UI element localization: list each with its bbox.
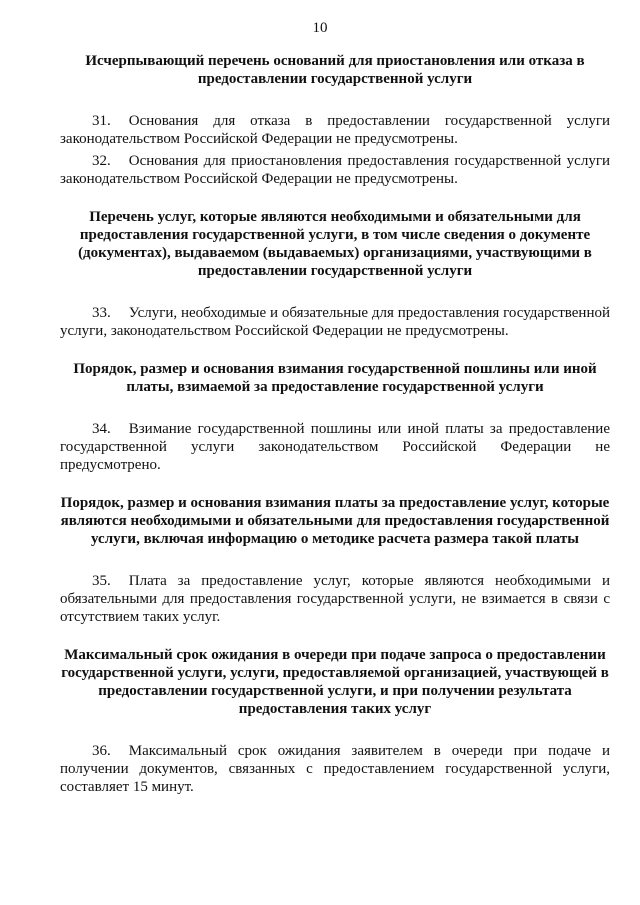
paragraph-text: Максимальный срок ожидания заявителем в очереди при подаче и получении документов, связанных с предоставлением государственной услуги, составляет 15 минут. bbox=[60, 743, 610, 795]
paragraph-text: Основания для приостановления предоставления государственной услуги законодательством Российской Федерации не предусмотрены. bbox=[60, 153, 610, 187]
paragraph-number: 36. bbox=[92, 743, 111, 759]
paragraph-text: Плата за предоставление услуг, которые являются необходимыми и обязательными для предоставления государственной услуги, не взимается в связи с отсутствием таких услуг. bbox=[60, 573, 610, 625]
paragraph-number: 31. bbox=[92, 113, 111, 129]
page-number: 10 bbox=[312, 20, 328, 36]
paragraph bbox=[60, 112, 610, 148]
paragraph-text: Услуги, необходимые и обязательные для предоставления государственной услуги, законодательством Российской Федерации не предусмотрены. bbox=[60, 305, 610, 339]
paragraph-number: 32. bbox=[92, 153, 111, 169]
paragraph-text: Основания для отказа в предоставлении государственной услуги законодательством Российской Федерации не предусмотрены. bbox=[60, 113, 610, 147]
paragraph bbox=[60, 572, 610, 626]
paragraph bbox=[60, 152, 610, 188]
paragraph bbox=[60, 742, 610, 796]
paragraph-number: 35. bbox=[92, 573, 111, 589]
paragraph bbox=[60, 304, 610, 340]
section-heading: Максимальный срок ожидания в очереди при подаче запроса о предоставлении государственной услуги, услуги, предоставляемой организацией, участвующей в предоставлении государственной услуги, и при получении результата предоставления таких услуг bbox=[61, 647, 609, 717]
paragraph bbox=[60, 420, 610, 474]
section-heading: Порядок, размер и основания взимания платы за предоставление услуг, которые являются необходимыми и обязательными для предоставления государственной услуги, включая информацию о методике расчета размера такой платы bbox=[60, 495, 610, 547]
section-heading: Перечень услуг, которые являются необходимыми и обязательными для предоставления государственной услуги, в том числе сведения о документе (документах), выдаваемом (выдаваемых) организациями, участвующими в предоставлении государственной услуги bbox=[78, 209, 592, 279]
paragraph-number: 33. bbox=[92, 305, 111, 321]
section-heading: Порядок, размер и основания взимания государственной пошлины или иной платы, взимаемой за предоставление государственной услуги bbox=[73, 361, 597, 395]
paragraph-number: 34. bbox=[92, 421, 111, 437]
section-heading: Исчерпывающий перечень оснований для приостановления или отказа в предоставлении государственной услуги bbox=[85, 53, 585, 87]
document-body bbox=[60, 52, 610, 796]
paragraph-text: Взимание государственной пошлины или иной платы за предоставление государственной услуги законодательством Российской Федерации не предусмотрено. bbox=[60, 421, 610, 473]
